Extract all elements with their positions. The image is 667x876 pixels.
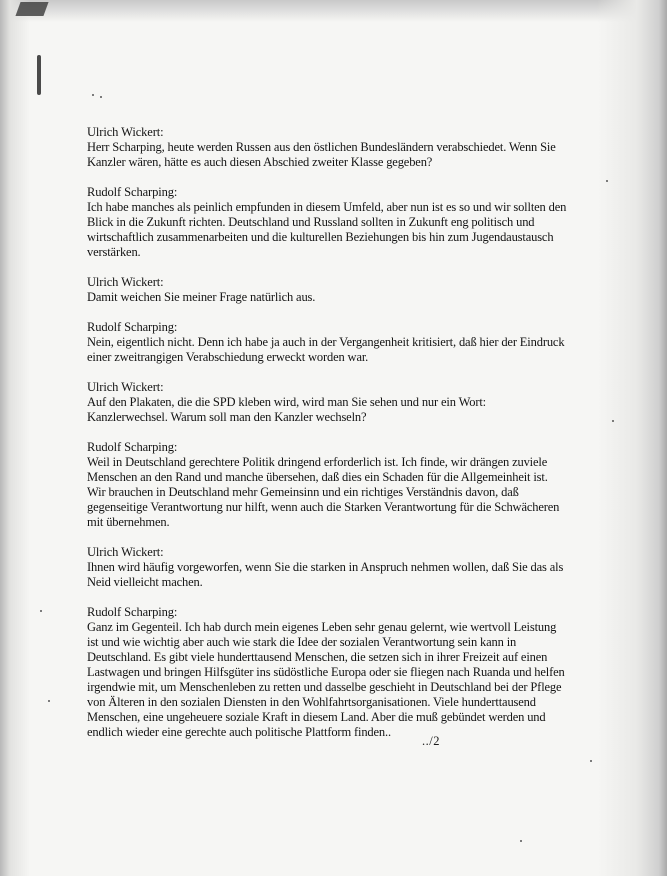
page-number: ../2	[422, 734, 440, 748]
dialogue-text: Weil in Deutschland gerechtere Politik dringend erforderlich ist. Ich finde, wir drängen zuviele Menschen an den Rand und manche übersehen, daß dies ein Schaden für die Allgemeinheit ist. Wir brauchen in Deutschland mehr Gemeinsinn und ein richtiges Verständnis davon, daß gegenseitige Verantwortung nur hilft, wenn auch die Starken Verantwortung für die Schwächeren mit übernehmen.	[87, 455, 560, 529]
dialogue-text: Ich habe manches als peinlich empfunden in diesem Umfeld, aber nun ist es so und wir sollten den Blick in die Zukunft richten. Deutschland und Russland sollten in Zukunft eng politisch und wirtschaftlich zusammenarbeiten und die kulturellen Beziehungen bis hin zum Jugendaustausch verstärken.	[87, 200, 567, 259]
dialogue-block	[87, 125, 567, 170]
dialogue-block	[87, 545, 567, 590]
dialogue-text: Auf den Plakaten, die die SPD kleben wird, wird man Sie sehen und nur ein Wort: Kanzlerwechsel. Warum soll man den Kanzler wechseln?	[87, 395, 486, 424]
scan-speck	[100, 96, 102, 98]
dialogue-block	[87, 275, 567, 305]
speaker-name: Ulrich Wickert:	[87, 125, 164, 139]
dialogue-text: Herr Scharping, heute werden Russen aus den östlichen Bundesländern verabschiedet. Wenn Sie Kanzler wären, hätte es auch diesen Abschied zweiter Klasse gegeben?	[87, 140, 556, 169]
dialogue-block	[87, 185, 567, 260]
speaker-name: Ulrich Wickert:	[87, 545, 164, 559]
scan-shadow-left	[0, 0, 30, 876]
dialogue-text: Damit weichen Sie meiner Frage natürlich aus.	[87, 290, 316, 304]
speaker-name: Ulrich Wickert:	[87, 380, 164, 394]
scan-speck	[520, 840, 522, 842]
interview-transcript	[87, 125, 567, 755]
speaker-name: Rudolf Scharping:	[87, 320, 178, 334]
scan-speck	[590, 760, 592, 762]
dialogue-block	[87, 380, 567, 425]
dialogue-text: Nein, eigentlich nicht. Denn ich habe ja auch in der Vergangenheit kritisiert, daß hier der Eindruck einer zweitrangigen Verabschiedung erweckt worden war.	[87, 335, 565, 364]
binder-hole-mark	[37, 55, 41, 95]
speaker-name: Ulrich Wickert:	[87, 275, 164, 289]
scan-shadow-top	[0, 0, 667, 22]
dialogue-text: Ihnen wird häufig vorgeworfen, wenn Sie die starken in Anspruch nehmen wollen, daß Sie das als Neid vielleicht machen.	[87, 560, 564, 589]
scan-speck	[606, 180, 608, 182]
speaker-name: Rudolf Scharping:	[87, 185, 178, 199]
scan-shadow-right	[597, 0, 667, 876]
speaker-name: Rudolf Scharping:	[87, 605, 178, 619]
speaker-name: Rudolf Scharping:	[87, 440, 178, 454]
dialogue-text: Ganz im Gegenteil. Ich hab durch mein eigenes Leben sehr genau gelernt, wie wertvoll Leistung ist und wie wichtig aber auch wie stark die Idee der sozialen Verantwortung sein kann in Deutschland. Es gibt viele hunderttausend Menschen, die setzen sich in ihrer Freizeit auf einen Lastwagen und bringen Hilfsgüter ins südöstliche Europa oder sie fliegen nach Ruanda und helfen irgendwie mit, um Menschenleben zu retten und dasselbe geschieht in Deutschland bei der Pflege von Älteren in den sozialen Diensten in den Wohlfahrtsorganisationen. Viele hunderttausend Menschen, eine ungeheuere soziale Kraft in diesem Land. Aber die muß gebündet werden und endlich wieder eine gerechte auch politische Plattform finden..	[87, 620, 565, 739]
scan-corner-mark	[15, 2, 48, 16]
scan-speck	[48, 700, 50, 702]
scan-speck	[612, 420, 614, 422]
dialogue-block	[87, 320, 567, 365]
scan-speck	[92, 94, 94, 96]
dialogue-block	[87, 605, 567, 740]
scan-speck	[40, 610, 42, 612]
dialogue-block	[87, 440, 567, 530]
